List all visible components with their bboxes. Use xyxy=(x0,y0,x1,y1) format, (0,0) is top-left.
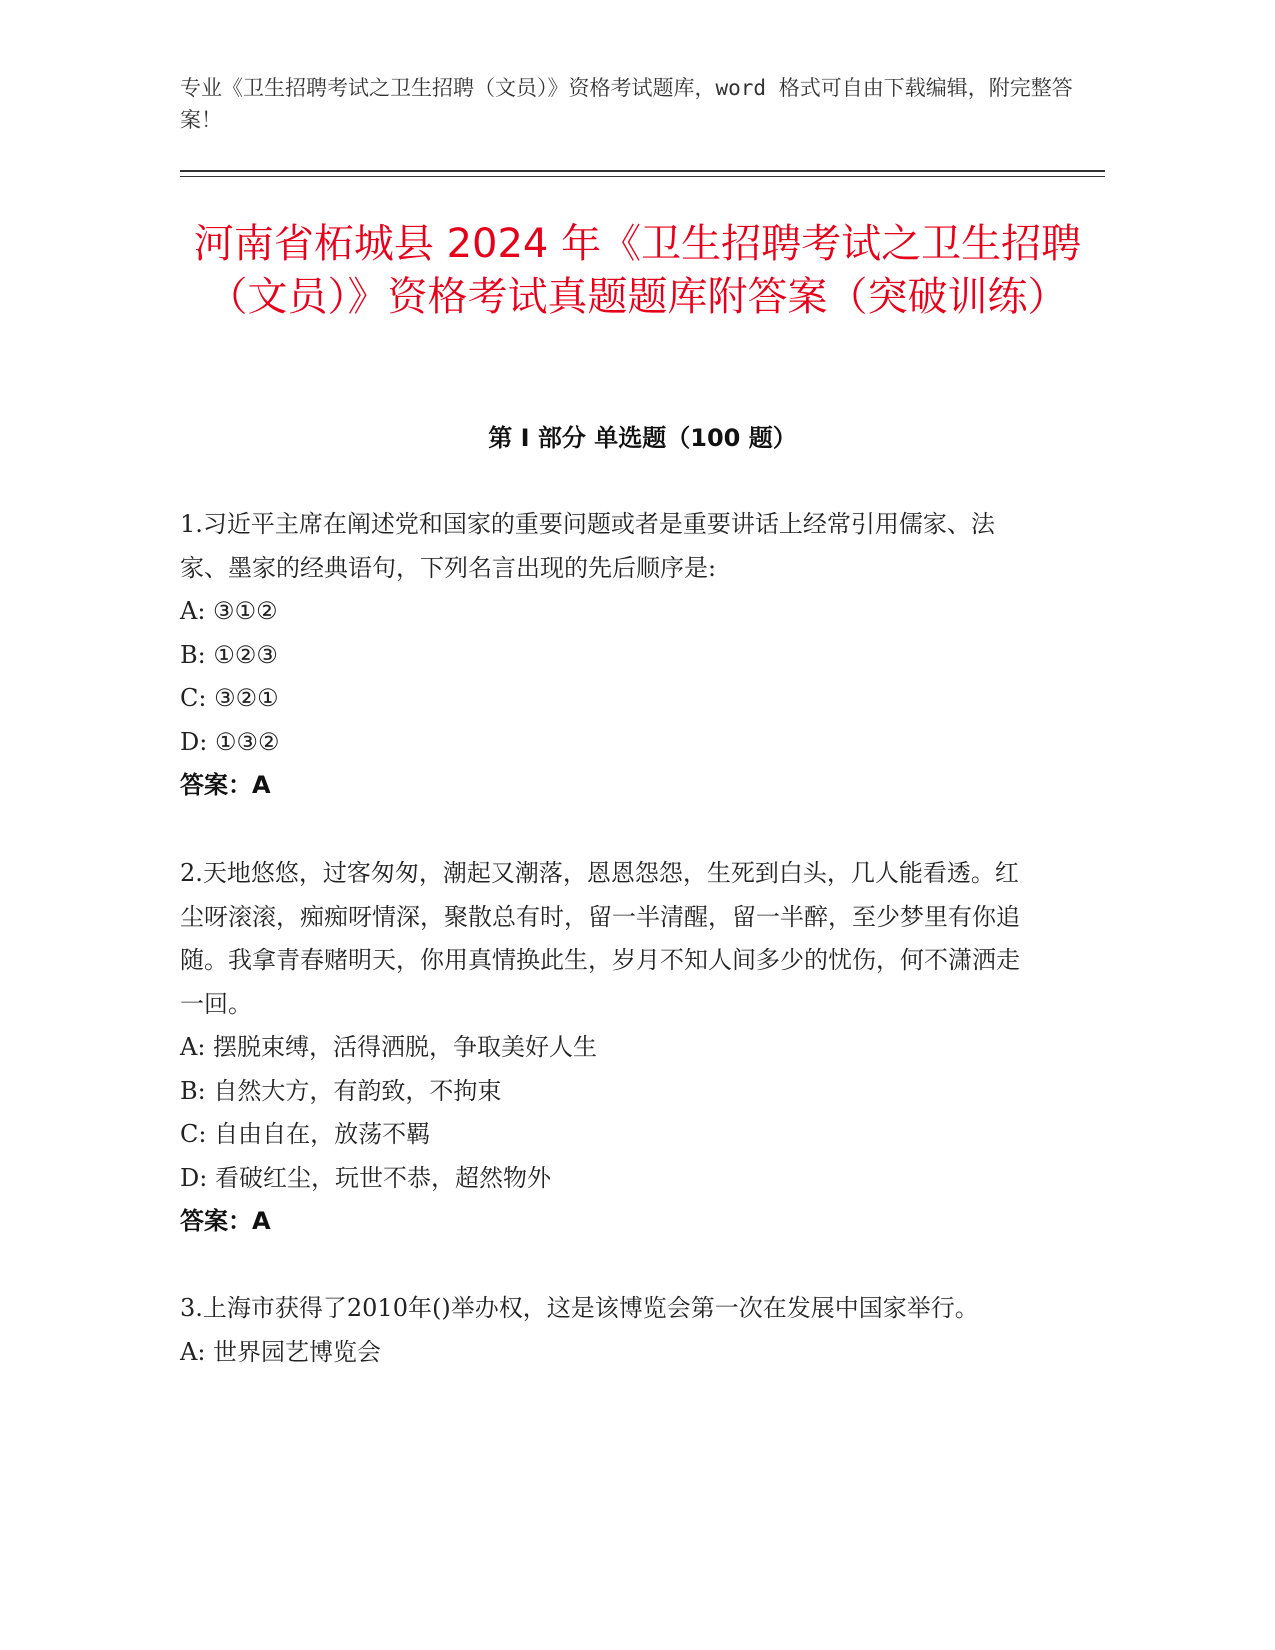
question-1 xyxy=(180,503,1040,808)
option-a: A: 摆脱束缚，活得洒脱，争取美好人生 xyxy=(180,1033,598,1061)
header-rule-thick xyxy=(180,170,1105,172)
option-d: D: ①③② xyxy=(180,727,280,756)
question-stem: 1.习近平主席在阐述党和国家的重要问题或者是重要讲话上经常引用儒家、法家、墨家的经典语句，下列名言出现的先后顺序是: xyxy=(180,510,995,582)
option-a: A: ③①② xyxy=(180,597,278,625)
option-b: B: 自然大方，有韵致，不拘束 xyxy=(180,1076,502,1105)
header-note: 专业《卫生招聘考试之卫生招聘（文员）》资格考试题库，word 格式可自由下载编辑，附完整答案！ xyxy=(180,76,1073,132)
question-stem: 3.上海市获得了2010年()举办权，这是该博览会第一次在发展中国家举行。 xyxy=(180,1294,979,1322)
question-3 xyxy=(180,1287,1040,1374)
header-rule-thin xyxy=(180,176,1105,177)
question-stem: 2.天地悠悠，过客匆匆，潮起又潮落，恩恩怨怨，生死到白头，几人能看透。红尘呀滚滚，痴痴呀情深，聚散总有时，留一半清醒，留一半醉，至少梦里有你追随。我拿青春赌明天，你用真情换此生，岁月不知人间多少的忧伤，何不潇洒走一回。 xyxy=(180,859,1020,1018)
answer-line: 答案：A xyxy=(180,771,271,799)
section-heading: 第 I 部分 单选题（100 题） xyxy=(488,424,797,452)
document-title: 河南省柘城县 2024 年《卫生招聘考试之卫生招聘（文员）》资格考试真题题库附答案（突破训练） xyxy=(193,221,1082,320)
option-b: B: ①②③ xyxy=(180,640,278,669)
option-c: C: ③②① xyxy=(180,684,279,712)
question-2 xyxy=(180,852,1040,1244)
answer-line: 答案：A xyxy=(180,1207,271,1235)
option-d: D: 看破红尘，玩世不恭，超然物外 xyxy=(180,1163,551,1192)
option-a: A: 世界园艺博览会 xyxy=(180,1337,382,1366)
option-c: C: 自由自在，放荡不羁 xyxy=(180,1120,431,1148)
